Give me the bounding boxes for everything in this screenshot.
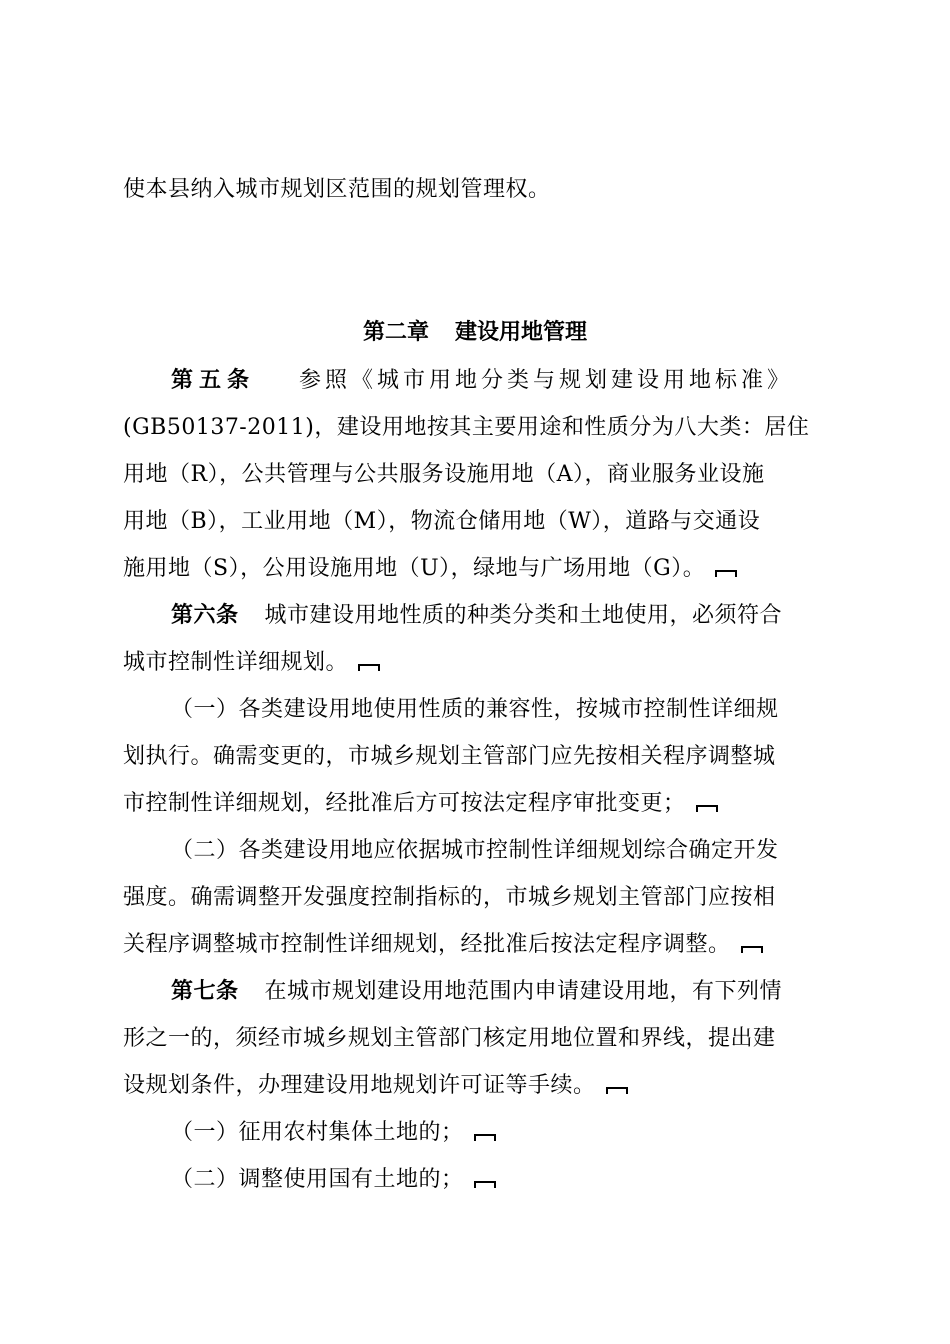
article-6-item-2-line-1: （二）各类建设用地应依据城市控制性详细规划综合确定开发: [171, 838, 779, 863]
article-6-line-2: [123, 648, 829, 678]
paragraph-mark-icon: [696, 805, 718, 812]
article-6-item-2-text-3: 关程序调整城市控制性详细规划，经批准后按法定程序调整。: [123, 932, 731, 957]
article-7-item-1-text: （一）征用农村集体土地的；: [171, 1120, 464, 1145]
chapter-number: 第二章: [362, 320, 429, 345]
article-7-item-1: [171, 1118, 829, 1148]
article-7-item-2: [171, 1165, 829, 1195]
article-7-line-3: [123, 1071, 829, 1101]
article-7-text-1: 在城市规划建设用地范围内申请建设用地，有下列情: [264, 979, 783, 1004]
paragraph-mark-icon: [606, 1087, 628, 1094]
article-6-item-1-line-2: 划执行。确需变更的，市城乡规划主管部门应先按相关程序调整城: [123, 744, 776, 769]
article-6-item-2-line-2: 强度。确需调整开发强度控制指标的，市城乡规划主管部门应按相: [123, 885, 776, 910]
article-5-line-5: [123, 554, 829, 584]
article-7-text-3: 设规划条件，办理建设用地规划许可证等手续。: [123, 1073, 596, 1098]
article-5-line-2: (GB50137-2011)，建设用地按其主要用途和性质分为八大类：居住: [123, 415, 810, 440]
article-7-line-2: 形之一的，须经市城乡规划主管部门核定用地位置和界线，提出建: [123, 1026, 776, 1051]
article-6-item-2-line-3: [123, 930, 829, 960]
article-7-label: 第七条: [171, 979, 239, 1004]
text-line-1: 使本县纳入城市规划区范围的规划管理权。: [123, 177, 551, 202]
article-6-label: 第六条: [171, 603, 239, 628]
paragraph-mark-icon: [741, 946, 763, 953]
article-5-line-4: 用地（B），工业用地（M），物流仓储用地（W），道路与交通设: [123, 509, 761, 534]
paragraph-mark-icon: [474, 1134, 496, 1141]
article-5-text-5: 施用地（S），公用设施用地（U），绿地与广场用地（G）。: [123, 556, 706, 581]
article-5-line-1: [171, 366, 829, 396]
article-6-text-1: 城市建设用地性质的种类分类和土地使用，必须符合: [264, 603, 783, 628]
article-6-item-1-line-3: [123, 789, 829, 819]
chapter-title: 建设用地管理: [455, 320, 588, 345]
article-6-item-1-line-1: （一）各类建设用地使用性质的兼容性，按城市控制性详细规: [171, 697, 779, 722]
paragraph-mark-icon: [715, 570, 737, 577]
article-5-text-1: 参照《城市用地分类与规划建设用地标准》: [299, 368, 794, 393]
article-7-item-2-text: （二）调整使用国有土地的；: [171, 1167, 464, 1192]
article-7-line-1: [171, 977, 829, 1007]
paragraph-mark-icon: [358, 664, 380, 671]
article-5-label: 第五条: [171, 368, 256, 393]
chapter-heading: [0, 318, 950, 348]
article-6-text-2: 城市控制性详细规划。: [123, 650, 349, 675]
article-6-item-1-text-3: 市控制性详细规划，经批准后方可按法定程序审批变更；: [123, 791, 686, 816]
article-5-line-3: 用地（R），公共管理与公共服务设施用地（A），商业服务业设施: [123, 462, 765, 487]
article-6-line-1: [171, 601, 829, 631]
paragraph-mark-icon: [474, 1181, 496, 1188]
